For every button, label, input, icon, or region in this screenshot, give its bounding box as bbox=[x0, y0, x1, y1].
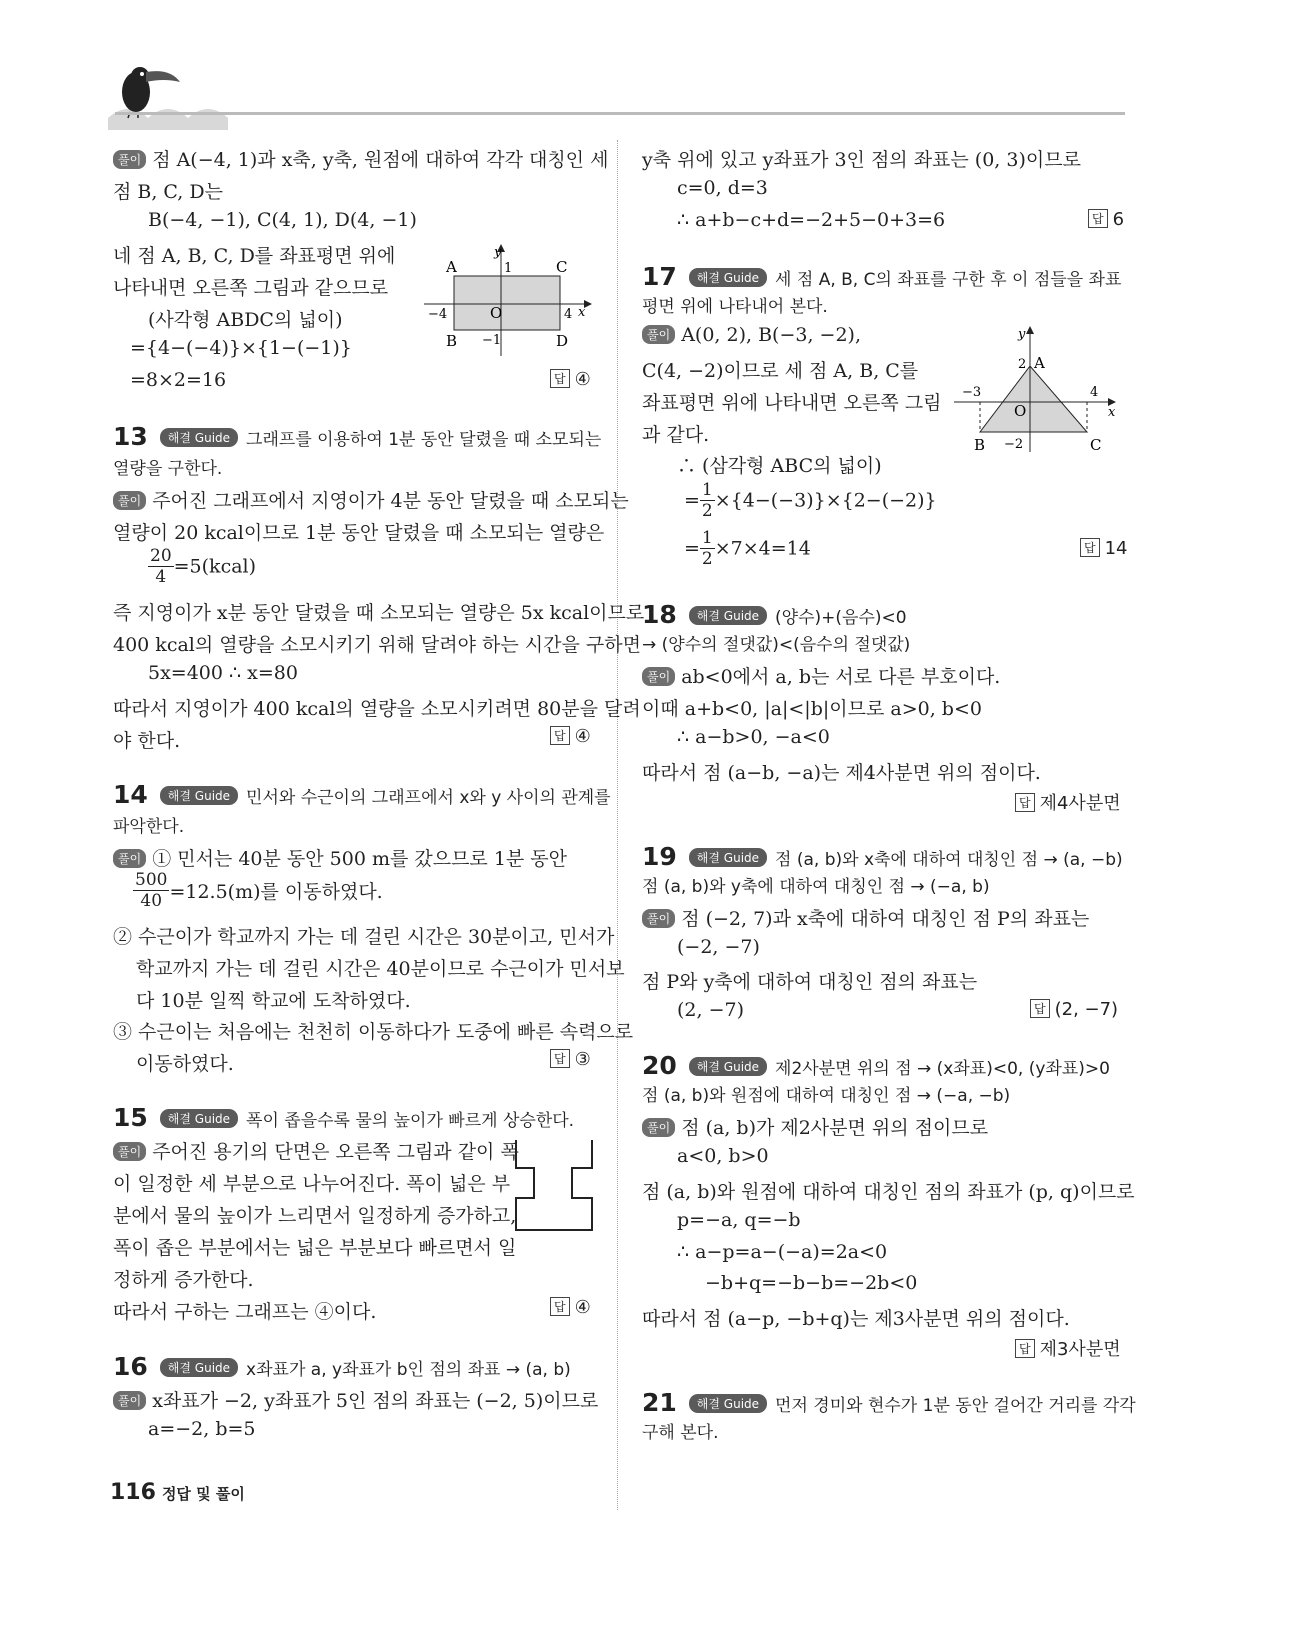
p15-line3: 분에서 물의 높이가 느리면서 일정하게 증가하고, bbox=[113, 1205, 517, 1227]
p19-line1: 풀이 점 (−2, 7)과 x축에 대하여 대칭인 점 P의 좌표는 bbox=[642, 904, 1089, 931]
column-divider bbox=[617, 140, 618, 1510]
fig12-t1: 1 bbox=[504, 261, 513, 276]
p14-answer: 답 ③ bbox=[550, 1049, 591, 1070]
problem-number: 13 bbox=[113, 422, 148, 451]
header-decoration bbox=[108, 60, 238, 130]
p20-line5: ∴ a−p=a−(−a)=2a<0 bbox=[677, 1241, 888, 1263]
p20-line2: a<0, b>0 bbox=[677, 1145, 769, 1167]
page-number: 116 bbox=[110, 1480, 156, 1505]
p17-figure bbox=[950, 322, 1125, 457]
p14-line4: 학교까지 가는 데 걸린 시간은 40분이므로 수근이가 민서보 bbox=[136, 958, 625, 980]
p14-line1: 풀이 ① 민서는 40분 동안 500 m를 갔으므로 1분 동안 bbox=[113, 844, 567, 871]
p19-line4: (2, −7) bbox=[677, 999, 745, 1021]
p16-answer: 답 6 bbox=[1088, 209, 1124, 230]
p12-line5: 나타내면 오른쪽 그림과 같으므로 bbox=[113, 277, 389, 299]
p14-line3: ② 수근이가 학교까지 가는 데 걸린 시간은 30분이고, 민서가 bbox=[113, 926, 615, 948]
p16-line2: a=−2, b=5 bbox=[148, 1418, 256, 1440]
p13-guide-line1: 13 해결 Guide 그래프를 이용하여 1분 동안 달렸을 때 소모되는 bbox=[113, 422, 602, 451]
fig12-D: D bbox=[556, 332, 569, 350]
fig17-tm3: −3 bbox=[962, 385, 982, 400]
fig12-tm4: −4 bbox=[428, 307, 448, 322]
fig17-t4: 4 bbox=[1090, 385, 1099, 400]
fig12-C: C bbox=[556, 258, 568, 276]
p18-guide-line2: → (양수의 절댓값)<(음수의 절댓값) bbox=[642, 635, 911, 655]
p20-line6: −b+q=−b−b=−2b<0 bbox=[705, 1272, 918, 1294]
p16c-line3: ∴ a+b−c+d=−2+5−0+3=6 bbox=[677, 209, 946, 231]
p20-line3: 점 (a, b)와 원점에 대하여 대칭인 점의 좌표가 (p, q)이므로 bbox=[642, 1181, 1135, 1203]
fig17-A: A bbox=[1034, 354, 1045, 372]
fig17-O: O bbox=[1014, 402, 1027, 420]
p16-guide-line1: 16 해결 Guide x좌표가 a, y좌표가 b인 점의 좌표 → (a, b) bbox=[113, 1352, 571, 1381]
fig12-y: y bbox=[494, 245, 502, 260]
p17-line5: ∴ (삼각형 ABC의 넓이) bbox=[677, 455, 882, 477]
p15-answer: 답 ④ bbox=[550, 1297, 591, 1318]
p17-answer: 답 14 bbox=[1080, 538, 1128, 559]
fig12-t4: 4 bbox=[564, 307, 573, 322]
p14-line6: ③ 수근이는 처음에는 천천히 이동하다가 도중에 빠른 속력으로 bbox=[113, 1021, 634, 1043]
footer bbox=[110, 1480, 245, 1505]
p20-guide-line2: 점 (a, b)와 원점에 대하여 대칭인 점 → (−a, −b) bbox=[642, 1086, 1011, 1106]
fig12-B: B bbox=[446, 332, 458, 350]
p14-guide-line2: 파악한다. bbox=[113, 817, 185, 837]
p19-answer: 답 (2, −7) bbox=[1030, 999, 1118, 1020]
p12-figure bbox=[420, 240, 600, 360]
p16c-line2: c=0, d=3 bbox=[677, 177, 768, 199]
p19-guide-line1: 19 해결 Guide 점 (a, b)와 x축에 대하여 대칭인 점 → (a, −b) bbox=[642, 842, 1123, 871]
p17-guide-line2: 평면 위에 나타내어 본다. bbox=[642, 297, 828, 317]
p17-line3: 좌표평면 위에 나타내면 오른쪽 그림 bbox=[642, 392, 942, 414]
p18-guide-line1: 18 해결 Guide (양수)+(음수)<0 bbox=[642, 600, 907, 629]
p17-line6: = $\frac{1}{2}$ ×{4−(−3)}×{2−(−2)} bbox=[684, 480, 937, 521]
p18-line1: 풀이 ab<0에서 a, b는 서로 다른 부호이다. bbox=[642, 662, 1000, 689]
guide-label: 해결 Guide bbox=[160, 428, 238, 447]
fig17-B: B bbox=[974, 436, 986, 454]
p20-line7: 따라서 점 (a−p, −b+q)는 제3사분면 위의 점이다. bbox=[642, 1308, 1070, 1330]
p14-line5: 다 10분 일찍 학교에 도착하였다. bbox=[136, 990, 411, 1012]
p21-guide-line1: 21 해결 Guide 먼저 경미와 현수가 1분 동안 걸어간 거리를 각각 bbox=[642, 1388, 1136, 1417]
p20-line1: 풀이 점 (a, b)가 제2사분면 위의 점이므로 bbox=[642, 1113, 988, 1140]
p20-answer: 답 제3사분면 bbox=[1015, 1335, 1121, 1361]
p14-line7: 이동하였다. bbox=[136, 1053, 234, 1075]
p13-line7: 따라서 지영이가 400 kcal의 열량을 소모시키려면 80분을 달려 bbox=[113, 698, 641, 720]
p13-guide-line2: 열량을 구한다. bbox=[113, 459, 223, 479]
p12-line4: 네 점 A, B, C, D를 좌표평면 위에 bbox=[113, 245, 396, 267]
p19-guide-line2: 점 (a, b)와 y축에 대하여 대칭인 점 → (−a, b) bbox=[642, 877, 990, 897]
fig17-x: x bbox=[1108, 405, 1116, 420]
p13-line6: 5x=400 ∴ x=80 bbox=[148, 662, 298, 684]
p13-line8: 야 한다. bbox=[113, 730, 181, 752]
p14-line2: $\frac{500}{40}$ =12.5(m)를 이동하였다. bbox=[135, 870, 383, 911]
p15-line6: 따라서 구하는 그래프는 ④이다. bbox=[113, 1301, 377, 1323]
p12-answer: 답 ④ bbox=[550, 369, 591, 390]
p17-line4: 과 같다. bbox=[642, 424, 710, 446]
p16c-line1: y축 위에 있고 y좌표가 3인 점의 좌표는 (0, 3)이므로 bbox=[642, 149, 1081, 171]
p13-line5: 400 kcal의 열량을 소모시키기 위해 달려야 하는 시간을 구하면 bbox=[113, 634, 641, 656]
p18-line3: ∴ a−b>0, −a<0 bbox=[677, 726, 830, 748]
p20-guide-line1: 20 해결 Guide 제2사분면 위의 점 → (x좌표)<0, (y좌표)>0 bbox=[642, 1051, 1110, 1080]
fig12-A: A bbox=[446, 258, 457, 276]
p17-line7: = $\frac{1}{2}$ ×7×4=14 bbox=[684, 528, 811, 569]
p15-line5: 정하게 증가한다. bbox=[113, 1269, 254, 1291]
p13-answer: 답 ④ bbox=[550, 726, 591, 747]
p18-line2: 이때 a+b<0, |a|<|b|이므로 a>0, b<0 bbox=[642, 698, 982, 720]
p14-guide-line1: 14 해결 Guide 민서와 수근이의 그래프에서 x와 y 사이의 관계를 bbox=[113, 780, 611, 809]
p13-line4: 즉 지영이가 x분 동안 달렸을 때 소모되는 열량은 5x kcal이므로 bbox=[113, 602, 645, 624]
p12-line6: (사각형 ABDC의 넓이) bbox=[148, 309, 343, 331]
p15-line1: 풀이 주어진 용기의 단면은 오른쪽 그림과 같이 폭 bbox=[113, 1137, 519, 1164]
p20-line4: p=−a, q=−b bbox=[677, 1209, 801, 1231]
p18-line4: 따라서 점 (a−b, −a)는 제4사분면 위의 점이다. bbox=[642, 762, 1041, 784]
p13-line1: 풀이 주어진 그래프에서 지영이가 4분 동안 달렸을 때 소모되는 bbox=[113, 486, 629, 513]
footer-title: 정답 및 풀이 bbox=[161, 1485, 245, 1503]
p13-line3: $\frac{20}{4}$ =5(kcal) bbox=[150, 546, 257, 587]
p13-line2: 열량이 20 kcal이므로 1분 동안 달렸을 때 소모되는 열량은 bbox=[113, 522, 605, 544]
solution-label: 풀이 bbox=[113, 150, 146, 169]
p17-line1: 풀이 A(0, 2), B(−3, −2), bbox=[642, 324, 861, 346]
p17-guide-line1: 17 해결 Guide 세 점 A, B, C의 좌표를 구한 후 이 점들을 좌표 bbox=[642, 262, 1122, 291]
p15-guide-line1: 15 해결 Guide 폭이 좁을수록 물의 높이가 빠르게 상승한다. bbox=[113, 1103, 575, 1132]
fig17-t2: 2 bbox=[1018, 357, 1027, 372]
p19-line3: 점 P와 y축에 대하여 대칭인 점의 좌표는 bbox=[642, 971, 978, 993]
p15-line2: 이 일정한 세 부분으로 나누어진다. 폭이 넓은 부 bbox=[113, 1173, 511, 1195]
fig17-C: C bbox=[1090, 436, 1102, 454]
p12-line2: 점 B, C, D는 bbox=[113, 181, 223, 203]
p17-line2: C(4, −2)이므로 세 점 A, B, C를 bbox=[642, 360, 919, 382]
p12-line8: =8×2=16 bbox=[130, 369, 227, 391]
p12-line3: B(−4, −1), C(4, 1), D(4, −1) bbox=[148, 209, 417, 231]
p19-line2: (−2, −7) bbox=[677, 936, 760, 958]
header-rule bbox=[115, 112, 1125, 115]
fig12-O: O bbox=[490, 304, 503, 322]
p12-line1: 풀이 점 A(−4, 1)과 x축, y축, 원점에 대하여 각각 대칭인 세 bbox=[113, 145, 608, 172]
fig12-tm1: −1 bbox=[482, 333, 502, 348]
p16-line1: 풀이 x좌표가 −2, y좌표가 5인 점의 좌표는 (−2, 5)이므로 bbox=[113, 1386, 598, 1413]
fig12-x: x bbox=[578, 305, 586, 320]
p18-answer: 답 제4사분면 bbox=[1015, 789, 1121, 815]
p15-line4: 폭이 좁은 부분에서는 넓은 부분보다 빠르면서 일 bbox=[113, 1237, 517, 1259]
toucan-icon bbox=[108, 60, 238, 130]
p12-line7: ={4−(−4)}×{1−(−1)} bbox=[130, 337, 352, 359]
fig17-y: y bbox=[1018, 327, 1026, 342]
p15-container-figure bbox=[512, 1138, 598, 1234]
p21-guide-line2: 구해 본다. bbox=[642, 1423, 719, 1443]
fig17-tm2: −2 bbox=[1004, 437, 1024, 452]
